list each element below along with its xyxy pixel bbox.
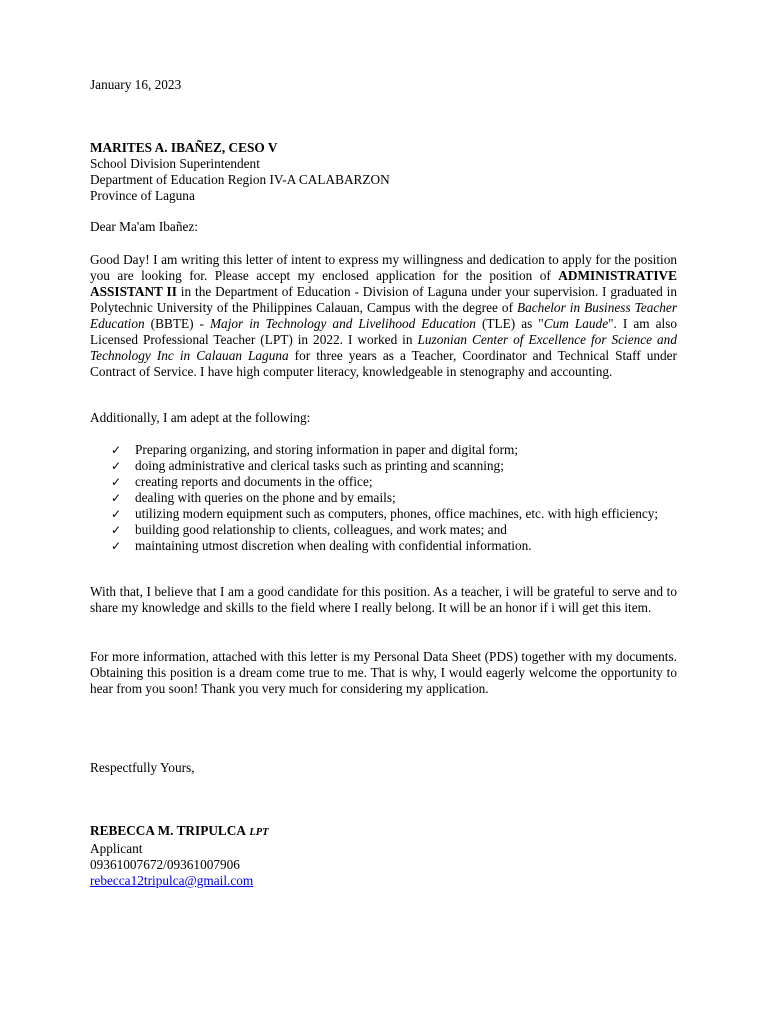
- body-paragraph-3: For more information, attached with this letter is my Personal Data Sheet (PDS) together with my documents. Obtaining this position is a dream come true to me. That is why, I would eagerly welcome the opportunity to hear from you soon! Thank you very much for considering my application.: [90, 649, 677, 696]
- skill-item: ✓ doing administrative and clerical tasks such as printing and scanning;: [111, 458, 504, 473]
- body1-text-1: Good Day! I am writing this letter of intent to express my willingness and dedication to apply for the position you are looking for. Please accept my enclosed application for the position of: [90, 252, 677, 283]
- sender-suffix: LPT: [249, 827, 269, 838]
- skill-item: ✓ building good relationship to clients, colleagues, and work mates; and: [111, 522, 507, 537]
- recipient-province: Province of Laguna: [90, 188, 195, 203]
- major: Major in Technology and Livelihood Education: [209, 316, 476, 331]
- checkmark-icon: ✓: [111, 443, 122, 457]
- recipient-name: MARITES A. IBAÑEZ, CESO V: [90, 140, 278, 155]
- applied-position: ADMINISTRATIVE ASSISTANT II: [90, 268, 677, 299]
- closing: Respectfully Yours,: [90, 760, 195, 775]
- skill-item: ✓ maintaining utmost discretion when dealing with confidential information.: [111, 538, 532, 553]
- body1-text-5: ". I am also Licensed Professional Teacher (LPT) in 2022. I worked in: [90, 316, 678, 347]
- body1-text-6: for three years as a Teacher, Coordinator and Technical Staff under Contract of Service. I have high computer literacy, knowledgeable in stenography and accounting.: [90, 348, 677, 379]
- signature-block: [90, 823, 677, 889]
- sender-name-line: [90, 823, 677, 841]
- sender-phones: 09361007672/09361007906: [90, 857, 240, 872]
- body-paragraph-2: With that, I believe that I am a good candidate for this position. As a teacher, i will be grateful to serve and to share my knowledge and skills to the field where I really belong. It will be an honor if i will get this item.: [90, 584, 677, 615]
- skill-item: ✓ utilizing modern equipment such as computers, phones, office machines, etc. with high efficiency;: [111, 506, 659, 521]
- recipient-title: School Division Superintendent: [90, 156, 260, 171]
- checkmark-icon: ✓: [111, 491, 122, 505]
- skill-item: ✓ Preparing organizing, and storing information in paper and digital form;: [111, 442, 519, 457]
- body1-text-3: (BBTE) -: [144, 316, 210, 331]
- sender-role: Applicant: [90, 841, 143, 856]
- honor: Cum Laude: [543, 316, 609, 331]
- sender-email-link[interactable]: rebecca12tripulca@gmail.com: [90, 873, 254, 888]
- checkmark-icon: ✓: [111, 459, 122, 473]
- skill-item: ✓ dealing with queries on the phone and by emails;: [111, 490, 396, 505]
- degree: Bachelor in Business Teacher Education: [90, 300, 677, 331]
- sender-name: REBECCA M. TRIPULCA: [90, 823, 247, 838]
- checkmark-icon: ✓: [111, 507, 122, 521]
- skills-intro: Additionally, I am adept at the following:: [90, 410, 311, 425]
- body-paragraph-1: [90, 252, 677, 380]
- recipient-block: [90, 140, 677, 204]
- salutation: Dear Ma'am Ibañez:: [90, 219, 198, 234]
- checkmark-icon: ✓: [111, 475, 122, 489]
- checkmark-icon: ✓: [111, 523, 122, 537]
- skills-list: [90, 442, 677, 554]
- skill-item: ✓ creating reports and documents in the office;: [111, 474, 373, 489]
- recipient-office: Department of Education Region IV-A CALABARZON: [90, 172, 390, 187]
- body1-text-2: in the Department of Education - Division of Laguna under your supervision. I graduated in Polytechnic University of the Philippines Calauan, Campus with the degree of: [90, 284, 677, 315]
- previous-school: Luzonian Center of Excellence for Science and Technology Inc in Calauan Laguna: [90, 332, 677, 363]
- checkmark-icon: ✓: [111, 539, 122, 553]
- letter-date: January 16, 2023: [90, 77, 182, 92]
- body1-text-4: (TLE) as ": [475, 316, 544, 331]
